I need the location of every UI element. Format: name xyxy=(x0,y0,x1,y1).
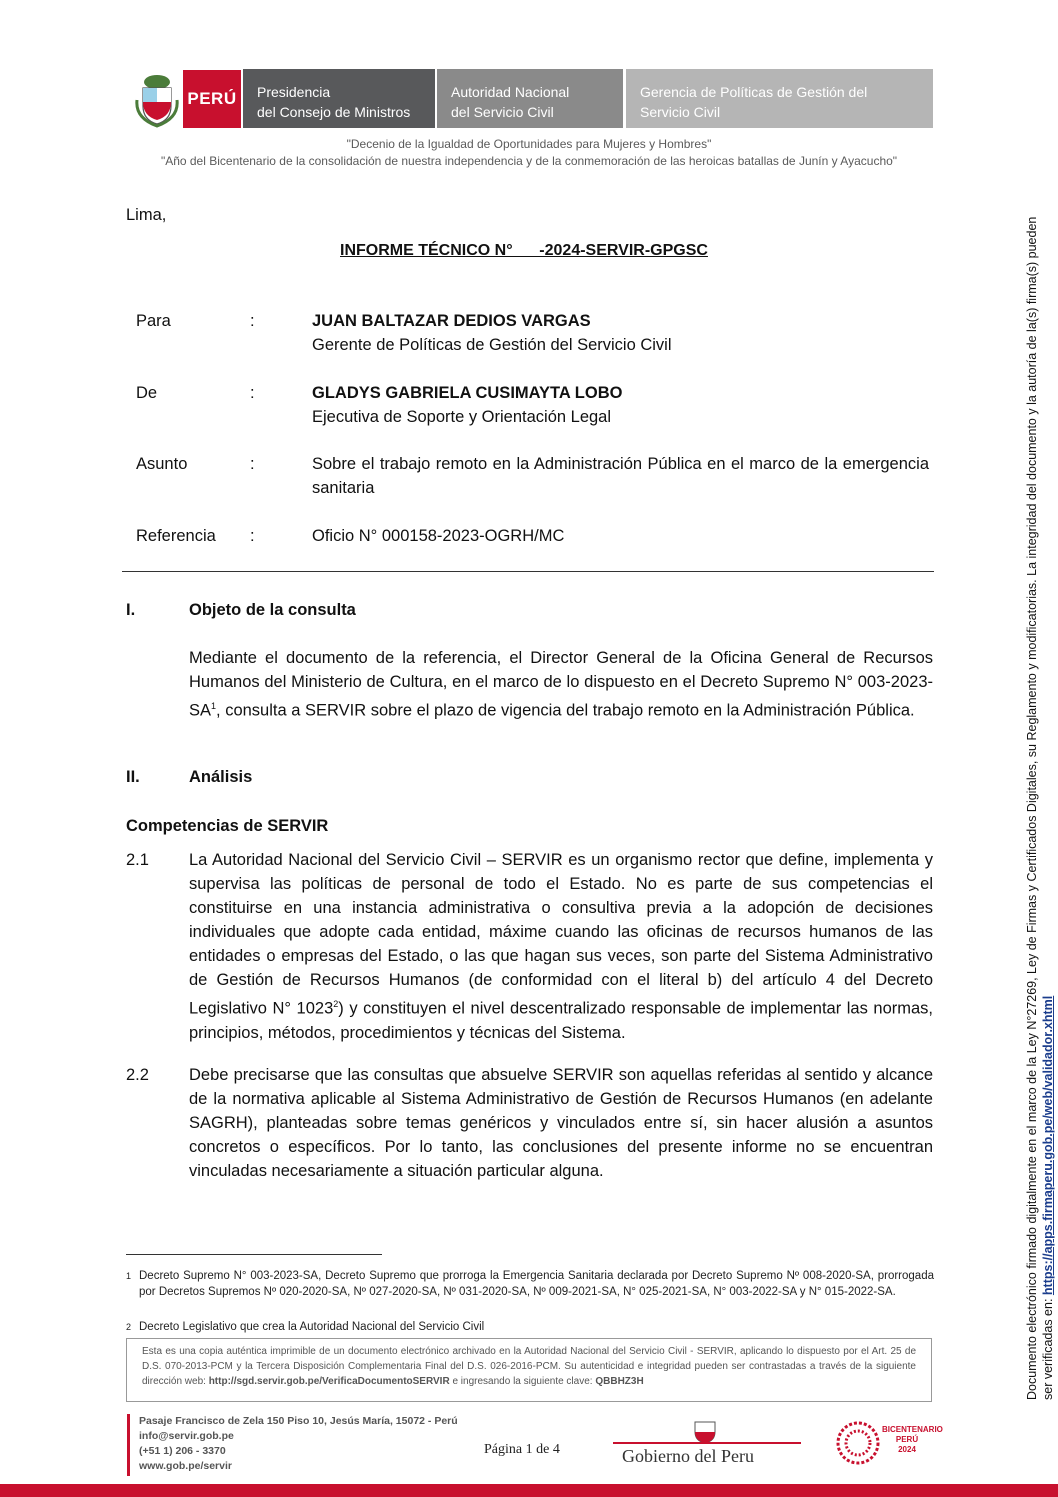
meta-colon: : xyxy=(250,312,255,330)
footer-phone: (+51 1) 206 - 3370 xyxy=(139,1445,226,1457)
verification-notice: Esta es una copia auténtica imprimible de un documento electrónico archivado en la Autoridad Nacional del Servicio Civil - SERVIR, aplicando lo dispuesto por el Art. 25 de D.S. 070-2013-PCM y la Tercera Disposición Complementaria Final del D.S. 026-2016-PCM. Su autenticidad e integridad pueden ser contrastadas a través de la siguiente dirección web: http://sgd.servir.gob.pe/VerificaDocumentoSERVIR e ingresando la siguiente clave: QBBHZ3H xyxy=(126,1338,932,1402)
shield-icon xyxy=(690,1418,720,1444)
meta-label: Referencia xyxy=(136,527,216,545)
footnote-separator xyxy=(126,1254,382,1255)
bicentenario-label: BICENTENARIO xyxy=(882,1425,943,1434)
coat-of-arms-icon xyxy=(134,70,180,128)
footer-accent-bar xyxy=(127,1414,130,1476)
meta-label: Para xyxy=(136,312,171,330)
bicentenario-country: PERÚ xyxy=(895,1435,919,1444)
section-number: I. xyxy=(126,601,136,619)
footer-address: Pasaje Francisco de Zela 150 Piso 10, Jesús María, 15072 - Perú xyxy=(139,1415,458,1427)
year-motto-line: "Año del Bicentenario de la consolidación de nuestra independencia y de la conmemoración de las heroicas batallas de Junín y Ayacucho" xyxy=(160,154,898,168)
footnote-text: Decreto Legislativo que crea la Autoridad Nacional del Servicio Civil xyxy=(139,1321,485,1333)
paragraph-number: 2.2 xyxy=(126,1066,149,1084)
footnote-number: 1 xyxy=(126,1271,132,1281)
verification-key: QBBHZ3H xyxy=(595,1376,644,1387)
meta-colon: : xyxy=(250,455,255,473)
bicentenario-seal-icon xyxy=(835,1420,881,1466)
document-title: INFORME TÉCNICO N° -2024-SERVIR-GPGSC xyxy=(340,242,708,259)
footnote-ref: 1 xyxy=(211,701,217,711)
footer-red-bar xyxy=(0,1484,1058,1497)
header-box-line: del Consejo de Ministros xyxy=(257,104,411,120)
peru-brand-badge: PERÚ xyxy=(183,70,241,128)
footnote-text: Decreto Supremo N° 003-2023-SA, Decreto Supremo que prorroga la Emergencia Sanitaria declarada por Decreto Supremo Nº 008-2020-SA, prorrogada por Decretos Supremos Nº 020-2020-SA, Nº 027-2020-SA, Nº 031-2020-SA, Nº 009-2021-SA, N° 025-2021-SA, N° 003-2022-SA y N° 015-2022-SA. xyxy=(139,1270,934,1298)
meta-value-subject: Sobre el trabajo remoto en la Administración Pública en el marco de la emergencia sanitaria xyxy=(312,455,929,497)
header-box-line: Servicio Civil xyxy=(640,104,721,120)
footnote-number: 2 xyxy=(126,1322,132,1332)
decenio-line: "Decenio de la Igualdad de Oportunidades para Mujeres y Hombres" xyxy=(346,137,712,151)
section-title: Objeto de la consulta xyxy=(189,601,356,619)
header-box-pcm xyxy=(243,69,435,128)
paragraph-2-2: Debe precisarse que las consultas que absuelve SERVIR son aquellas referidas al sentido y alcance de la normativa aplicable al Sistema Administrativo de Gestión de Recursos Humanos (en adelante SAGRH), planteadas sobre temas genéricos y vinculados entre sí, sin hacer alusión a asuntos concretos o específicos. Por lo tanto, las conclusiones del presente informe no se encuentran vinculadas necesariamente a situación particular alguna. xyxy=(189,1066,933,1180)
verification-url[interactable]: http://sgd.servir.gob.pe/VerificaDocumentoSERVIR xyxy=(208,1376,450,1387)
separator-line xyxy=(122,571,934,572)
meta-value-role: Ejecutiva de Soporte y Orientación Legal xyxy=(312,408,612,426)
paragraph-2-1: La Autoridad Nacional del Servicio Civil – SERVIR es un organismo rector que define, implementa y supervisa las políticas de personal de todo el Estado. No es parte de sus competencias el constituirse en una instancia administrativa o consultiva previa a la adopción de decisiones individuales que adopte cada entidad, máxime cuando las oficinas de recursos humanos de las entidades o empresas del Estado, o las que hagan sus veces, son parte del Sistema Administrativo de Gestión de Recursos Humanos (de conformidad con el literal b) del artículo 4 del Decreto Legislativo N° 1023$^2$) y constituyen el nivel descentralizado responsable de implementar las normas, principios, métodos, procedimientos y técnicas del Sistema. xyxy=(189,851,933,1042)
section-number: II. xyxy=(126,768,140,786)
validator-link[interactable]: https://apps.firmaperu.gob.pe/web/validador.xhtml xyxy=(1041,995,1055,1296)
meta-value-reference: Oficio N° 000158-2023-OGRH/MC xyxy=(312,527,565,545)
bicentenario-year: 2024 xyxy=(898,1445,916,1454)
header-box-gerencia xyxy=(626,69,933,128)
meta-colon: : xyxy=(250,527,255,545)
meta-label: De xyxy=(136,384,158,402)
meta-colon: : xyxy=(250,384,255,402)
header-box-servir xyxy=(437,69,623,128)
paragraph-number: 2.1 xyxy=(126,851,149,869)
gobierno-del-peru-logo: Gobierno del Peru xyxy=(622,1446,754,1466)
footer-website[interactable]: www.gob.pe/servir xyxy=(139,1460,232,1472)
header-box-line: Gerencia de Políticas de Gestión del xyxy=(640,84,868,100)
bicentenario-text xyxy=(882,1425,943,1455)
meta-value-name: GLADYS GABRIELA CUSIMAYTA LOBO xyxy=(312,384,623,402)
footer-email[interactable]: info@servir.gob.pe xyxy=(139,1430,234,1442)
subheading: Competencias de SERVIR xyxy=(126,817,329,835)
gob-peru-line xyxy=(613,1442,801,1444)
header-box-line: del Servicio Civil xyxy=(451,104,554,120)
meta-value-name: JUAN BALTAZAR DEDIOS VARGAS xyxy=(312,312,591,330)
meta-label: Asunto xyxy=(136,455,188,473)
place-line: Lima, xyxy=(126,206,167,224)
meta-value-role: Gerente de Políticas de Gestión del Servicio Civil xyxy=(312,336,672,354)
header-box-line: Autoridad Nacional xyxy=(451,84,570,100)
section-title: Análisis xyxy=(189,768,253,786)
section-paragraph: Mediante el documento de la referencia, el Director General de la Oficina General de Recursos Humanos del Ministerio de Cultura, en el marco de lo dispuesto en el Decreto Supremo N° $003-2023-SA^1$, consulta a SERVIR sobre el plazo de vigencia del trabajo remoto en la Administración Pública. xyxy=(189,649,933,720)
footnote-ref: 2 xyxy=(333,999,339,1009)
page-number: Página 1 de 4 xyxy=(484,1442,560,1457)
digital-signature-notice: Documento electrónico firmado digitalmente en el marco de la Ley N°27269, Ley de Firmas y Certificados Digitales, su Reglamento y modificatorias. La integridad del documento y la autoría de la(s) firma(s) pueden ser verificadas en: https://apps.firmaperu.gob.pe/web/validador.xhtml xyxy=(1025,216,1055,1400)
header-box-line: Presidencia xyxy=(257,84,331,100)
